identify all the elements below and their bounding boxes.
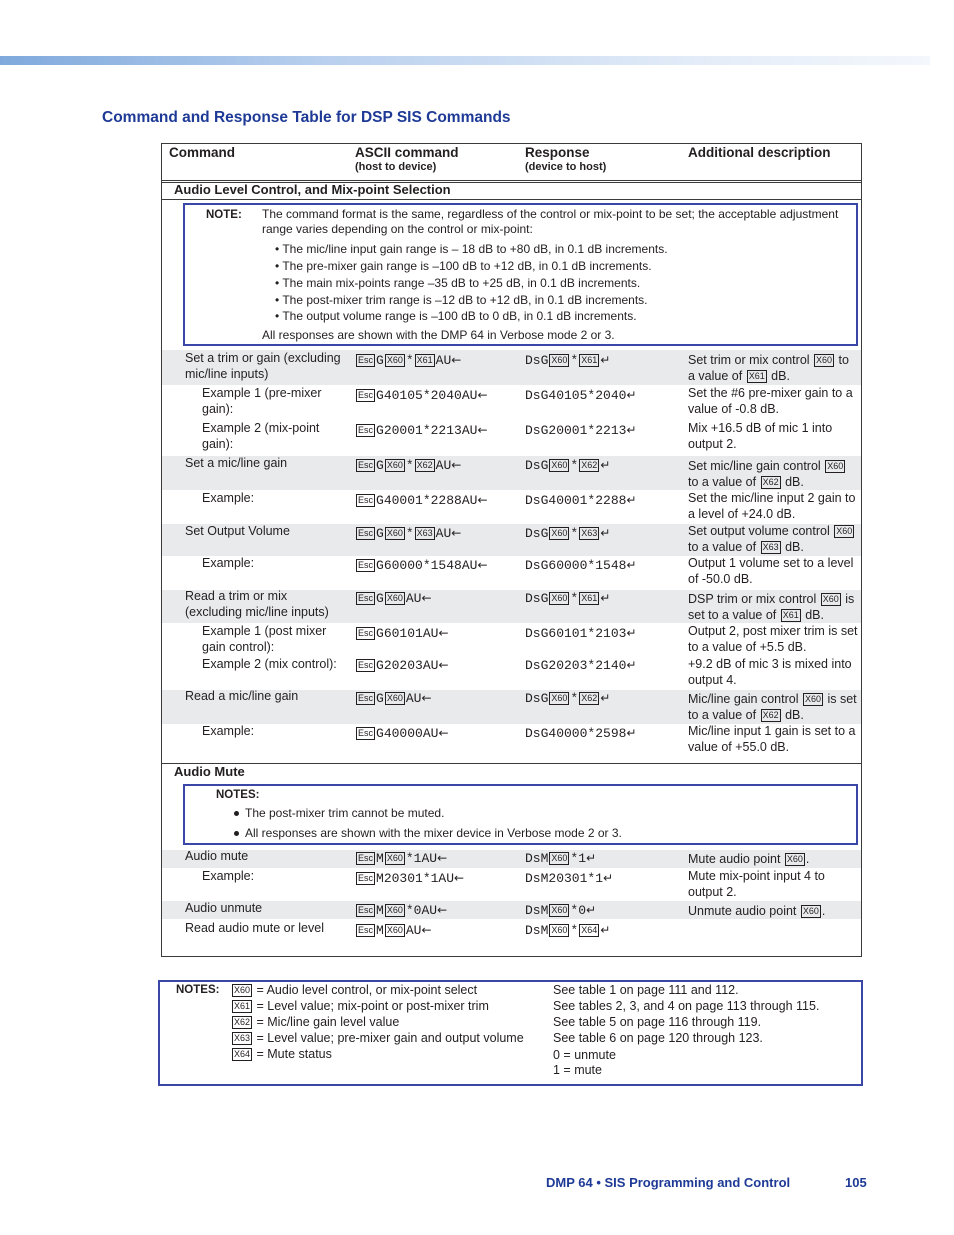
x60-variable: X60 xyxy=(386,528,403,538)
ascii-command xyxy=(355,492,488,509)
x61-variable: X61 xyxy=(782,610,799,620)
row-description: Output 1 volume set to a level of -50.0 dB. xyxy=(688,556,854,586)
x60-variable: X60 xyxy=(551,355,568,365)
esc-key-icon: Esc xyxy=(358,425,374,435)
response-text: DsG40001*2288 xyxy=(525,493,627,508)
note-item-text: = Level value; mix-point or post-mixer trim xyxy=(256,999,489,1013)
response xyxy=(525,422,636,439)
note-box xyxy=(183,203,858,346)
response xyxy=(525,725,636,742)
ascii-command: Esc G X60 * X61 AU← xyxy=(358,353,462,368)
ascii-command xyxy=(355,625,449,642)
row-description: Mic/line input 1 gain is set to a value of +55.0 dB. xyxy=(688,724,856,754)
return-icon: ↵ xyxy=(600,591,611,605)
return-icon: ↵ xyxy=(586,903,597,917)
range-bullet: • The main mix-points range –35 dB to +25 dB, in 0.1 dB increments. xyxy=(275,276,641,290)
return-icon: ↵ xyxy=(626,658,637,672)
esc-key-icon: Esc xyxy=(358,905,374,915)
return-icon: ↵ xyxy=(626,558,637,572)
row-command: Read audio mute or level xyxy=(185,921,324,935)
x60-variable: X60 xyxy=(804,694,821,704)
range-bullet-text: The output volume range is –100 dB to 0 dB, in 0.1 dB increments. xyxy=(282,309,637,323)
response xyxy=(525,492,636,509)
note-variable-key: X62 xyxy=(234,1017,251,1027)
x60-variable: X60 xyxy=(816,355,833,365)
row-command: Example 2 (mix control): xyxy=(202,657,337,671)
row-description: +9.2 dB of mic 3 is mixed into output 4. xyxy=(688,657,852,687)
ascii-command: Esc G X60 * X63 AU← xyxy=(358,526,462,541)
mute-note-text: All responses are shown with the mixer device in Verbose mode 2 or 3. xyxy=(245,826,622,840)
ascii-command: Esc M X60 AU← xyxy=(358,923,432,938)
row-command: Set a trim or gain (excluding mic/line inputs) xyxy=(185,351,341,381)
note-reference: See table 6 on page 120 through 123. xyxy=(553,1031,763,1045)
header-command: Command xyxy=(169,145,236,160)
x61-variable: X61 xyxy=(748,371,765,381)
bullet-icon xyxy=(234,811,239,816)
section-title: Command and Response Table for DSP SIS Commands xyxy=(102,109,511,126)
enter-arrow-icon: ← xyxy=(477,558,488,572)
esc-key-icon: Esc xyxy=(358,460,374,470)
x60-variable: X60 xyxy=(551,905,568,915)
range-bullet: • The mic/line input gain range is – 18 dB to +80 dB, in 0.1 dB increments. xyxy=(275,242,668,256)
mute-note-item xyxy=(234,806,444,820)
return-icon: ↵ xyxy=(626,726,637,740)
x60-variable: X60 xyxy=(386,355,403,365)
note-reference: 0 = unmute xyxy=(553,1048,616,1062)
esc-key-icon: Esc xyxy=(358,728,374,738)
range-bullet: • The pre-mixer gain range is –100 dB to +12 dB, in 0.1 dB increments. xyxy=(275,259,652,273)
row-command: Example: xyxy=(202,491,255,505)
note-variable-key: X61 xyxy=(234,1001,251,1011)
row-description: Mix +16.5 dB of mic 1 into output 2. xyxy=(688,421,833,451)
row-description: Mute audio point X60 . xyxy=(688,852,810,866)
enter-arrow-icon: ← xyxy=(438,726,449,740)
ascii-text: G40105*2040AU xyxy=(376,388,478,403)
note-text-line2: range varies depending on the control or mix-point: xyxy=(262,222,533,236)
esc-key-icon: Esc xyxy=(358,495,374,505)
header-ascii-sub: (host to device) xyxy=(355,161,437,173)
note-variable-key: X64 xyxy=(234,1049,251,1059)
x63-variable: X63 xyxy=(416,528,433,538)
header-ascii: ASCII command xyxy=(355,145,459,160)
note-item xyxy=(231,982,477,998)
row-description: Set the #6 pre-mixer gain to a value of -0.8 dB. xyxy=(688,386,853,416)
x62-variable: X62 xyxy=(581,460,598,470)
response-text: DsG20203*2140 xyxy=(525,658,627,673)
return-icon: ↵ xyxy=(626,423,637,437)
response: DsG X60 * X62 ↵ xyxy=(525,458,611,473)
x60-variable: X60 xyxy=(551,693,568,703)
esc-key-icon: Esc xyxy=(358,660,374,670)
esc-key-icon: Esc xyxy=(358,528,374,538)
response xyxy=(525,557,636,574)
row-command: Example: xyxy=(202,869,255,883)
response xyxy=(525,387,636,404)
top-color-bar xyxy=(0,56,930,65)
enter-arrow-icon: ← xyxy=(477,423,488,437)
response-text: DsG60101*2103 xyxy=(525,626,627,641)
ascii-text: M20301*1AU xyxy=(376,871,455,886)
note-item-text: = Mic/line gain level value xyxy=(256,1015,400,1029)
x63-variable: X63 xyxy=(581,528,598,538)
enter-arrow-icon: ← xyxy=(421,691,432,705)
enter-arrow-icon: ← xyxy=(451,458,462,472)
note-reference: See table 5 on page 116 through 119. xyxy=(553,1015,762,1029)
mute-note-text: The post-mixer trim cannot be muted. xyxy=(245,806,445,820)
x60-variable: X60 xyxy=(786,854,803,864)
section-divider xyxy=(162,199,861,200)
x61-variable: X61 xyxy=(581,593,598,603)
ascii-command xyxy=(355,725,449,742)
range-bullet: • The output volume range is –100 dB to 0 dB, in 0.1 dB increments. xyxy=(275,309,637,323)
x60-variable: X60 xyxy=(551,593,568,603)
row-description: Set mic/line gain control X60 to a value of X62 dB. xyxy=(688,459,844,489)
note-footer: All responses are shown with the DMP 64 in Verbose mode 2 or 3. xyxy=(262,328,615,342)
response xyxy=(525,657,636,674)
ascii-command xyxy=(355,422,488,439)
response xyxy=(525,870,613,887)
enter-arrow-icon: ← xyxy=(477,388,488,402)
x60-variable: X60 xyxy=(386,853,403,863)
enter-arrow-icon: ← xyxy=(437,903,448,917)
enter-arrow-icon: ← xyxy=(454,871,465,885)
response-text: DsG40000*2598 xyxy=(525,726,627,741)
note-item xyxy=(231,1030,524,1046)
x62-variable: X62 xyxy=(581,693,598,703)
response: DsM X60 *0↵ xyxy=(525,903,597,918)
header-response-sub: (device to host) xyxy=(525,161,607,173)
header-description: Additional description xyxy=(688,145,831,160)
row-command: Audio mute xyxy=(185,849,249,863)
response-text: DsG60000*1548 xyxy=(525,558,627,573)
x62-variable: X62 xyxy=(762,477,779,487)
row-description: Mic/line gain control X60 is set to a value of X62 dB. xyxy=(688,692,857,722)
note-variable-key: X60 xyxy=(234,985,251,995)
x60-variable: X60 xyxy=(551,925,568,935)
x61-variable: X61 xyxy=(581,355,598,365)
x61-variable: X61 xyxy=(416,355,433,365)
ascii-command: Esc G X60 AU← xyxy=(358,591,432,606)
row-command: Set Output Volume xyxy=(185,524,290,538)
ascii-command xyxy=(355,557,488,574)
enter-arrow-icon: ← xyxy=(451,353,462,367)
response-text: DsM20301*1 xyxy=(525,871,604,886)
return-icon: ↵ xyxy=(600,691,611,705)
range-bullet-text: The main mix-points range –35 dB to +25 dB, in 0.1 dB increments. xyxy=(282,276,641,290)
note-reference: See table 1 on page 111 and 112. xyxy=(553,983,739,997)
esc-key-icon: Esc xyxy=(358,390,374,400)
row-description: Mute mix-point input 4 to output 2. xyxy=(688,869,825,899)
return-icon: ↵ xyxy=(626,493,637,507)
row-command: Read a mic/line gain xyxy=(185,689,299,703)
ascii-command: Esc G X60 AU← xyxy=(358,691,432,706)
enter-arrow-icon: ← xyxy=(438,626,449,640)
ascii-text: G20001*2213AU xyxy=(376,423,478,438)
return-icon: ↵ xyxy=(603,871,614,885)
ascii-command xyxy=(355,657,449,674)
enter-arrow-icon: ← xyxy=(421,591,432,605)
x62-variable: X62 xyxy=(762,710,779,720)
note-item-text: = Audio level control, or mix-point select xyxy=(256,983,478,997)
row-command: Read a trim or mix (excluding mic/line inputs) xyxy=(185,589,329,619)
response: DsM X60 *1↵ xyxy=(525,851,597,866)
row-command: Example 1 (pre-mixer gain): xyxy=(202,386,322,416)
x60-variable: X60 xyxy=(386,905,403,915)
return-icon: ↵ xyxy=(600,526,611,540)
ascii-command: Esc G X60 * X62 AU← xyxy=(358,458,462,473)
note-item xyxy=(231,998,489,1014)
ascii-command xyxy=(355,870,464,887)
mute-note-item xyxy=(234,826,622,840)
note-label: NOTE: xyxy=(206,209,242,221)
return-icon: ↵ xyxy=(600,458,611,472)
range-bullet-text: The mic/line input gain range is – 18 dB to +80 dB, in 0.1 dB increments. xyxy=(282,242,668,256)
note-variable-key: X63 xyxy=(234,1033,251,1043)
esc-key-icon: Esc xyxy=(358,925,374,935)
mute-notes-label: NOTES: xyxy=(216,789,260,801)
ascii-command xyxy=(355,387,488,404)
response xyxy=(525,625,636,642)
x62-variable: X62 xyxy=(416,460,433,470)
mute-notes-box xyxy=(183,784,858,845)
row-command: Set a mic/line gain xyxy=(185,456,288,470)
range-bullet-text: The pre-mixer gain range is –100 dB to +12 dB, in 0.1 dB increments. xyxy=(282,259,652,273)
esc-key-icon: Esc xyxy=(358,593,374,603)
section-audio-level-title: Audio Level Control, and Mix-point Selection xyxy=(174,182,451,197)
enter-arrow-icon: ← xyxy=(421,923,432,937)
footer-title: DMP 64 • SIS Programming and Control xyxy=(546,1175,791,1190)
esc-key-icon: Esc xyxy=(358,355,374,365)
enter-arrow-icon: ← xyxy=(437,851,448,865)
range-bullet: • The post-mixer trim range is –12 dB to +12 dB, in 0.1 dB increments. xyxy=(275,293,648,307)
x60-variable: X60 xyxy=(386,460,403,470)
x60-variable: X60 xyxy=(802,906,819,916)
x60-variable: X60 xyxy=(386,925,403,935)
x60-variable: X60 xyxy=(551,460,568,470)
return-icon: ↵ xyxy=(626,626,637,640)
response-text: DsG40105*2040 xyxy=(525,388,627,403)
response: DsG X60 * X62 ↵ xyxy=(525,691,611,706)
section-audio-mute-title: Audio Mute xyxy=(174,764,245,779)
x64-variable: X64 xyxy=(581,925,598,935)
section-divider xyxy=(162,763,861,764)
note-reference: See tables 2, 3, and 4 on page 113 through 115. xyxy=(553,999,820,1013)
return-icon: ↵ xyxy=(626,388,637,402)
row-command: Example: xyxy=(202,556,255,570)
x60-variable: X60 xyxy=(836,526,853,536)
response: DsM X60 * X64 ↵ xyxy=(525,923,611,938)
esc-key-icon: Esc xyxy=(358,560,374,570)
row-description: Unmute audio point X60 . xyxy=(688,904,826,918)
notes-box xyxy=(158,980,863,1086)
x60-variable: X60 xyxy=(551,853,568,863)
ascii-text: G60101AU xyxy=(376,626,439,641)
row-command: Audio unmute xyxy=(185,901,263,915)
x60-variable: X60 xyxy=(827,461,844,471)
ascii-command: Esc M X60 *1AU← xyxy=(358,851,448,866)
note-reference: 1 = mute xyxy=(553,1063,602,1077)
return-icon: ↵ xyxy=(600,353,611,367)
response: DsG X60 * X61 ↵ xyxy=(525,591,611,606)
x63-variable: X63 xyxy=(762,542,779,552)
enter-arrow-icon: ← xyxy=(451,526,462,540)
enter-arrow-icon: ← xyxy=(438,658,449,672)
response: DsG X60 * X63 ↵ xyxy=(525,526,611,541)
row-description: Set output volume control X60 to a value of X63 dB. xyxy=(688,524,853,554)
note-item xyxy=(231,1046,332,1062)
note-item-text: = Mute status xyxy=(256,1047,332,1061)
row-command: Example 2 (mix-point gain): xyxy=(202,421,320,451)
x60-variable: X60 xyxy=(551,528,568,538)
note-item xyxy=(231,1014,399,1030)
ascii-command: Esc M X60 *0AU← xyxy=(358,903,448,918)
notes-label: NOTES: xyxy=(176,984,220,996)
esc-key-icon: Esc xyxy=(358,628,374,638)
row-description: Set trim or mix control X60 to a value of X61 dB. xyxy=(688,353,849,383)
header-response: Response xyxy=(525,145,590,160)
row-description: Set the mic/line input 2 gain to a level of +24.0 dB. xyxy=(688,491,856,521)
enter-arrow-icon: ← xyxy=(477,493,488,507)
esc-key-icon: Esc xyxy=(358,693,374,703)
bullet-icon xyxy=(234,831,239,836)
row-command: Example 1 (post mixer gain control): xyxy=(202,624,327,654)
table-header xyxy=(162,144,861,181)
row-command: Example: xyxy=(202,724,255,738)
x60-variable: X60 xyxy=(822,594,839,604)
response-text: DsG20001*2213 xyxy=(525,423,627,438)
range-bullet-text: The post-mixer trim range is –12 dB to +12 dB, in 0.1 dB increments. xyxy=(282,293,648,307)
page-number: 105 xyxy=(845,1175,867,1190)
command-table xyxy=(161,143,862,957)
note-item-text: = Level value; pre-mixer gain and output volume xyxy=(256,1031,524,1045)
ascii-text: G20203AU xyxy=(376,658,439,673)
row-description: Output 2, post mixer trim is set to a value of +5.5 dB. xyxy=(688,624,858,654)
return-icon: ↵ xyxy=(600,923,611,937)
x60-variable: X60 xyxy=(386,693,403,703)
ascii-text: G40000AU xyxy=(376,726,439,741)
esc-key-icon: Esc xyxy=(358,853,374,863)
x60-variable: X60 xyxy=(386,593,403,603)
return-icon: ↵ xyxy=(586,851,597,865)
ascii-text: G60000*1548AU xyxy=(376,558,478,573)
esc-key-icon: Esc xyxy=(358,873,374,883)
note-text-line1: The command format is the same, regardless of the control or mix-point to be set; the acceptable adjustment xyxy=(262,207,839,221)
response: DsG X60 * X61 ↵ xyxy=(525,353,611,368)
ascii-text: G40001*2288AU xyxy=(376,493,478,508)
row-description: DSP trim or mix control X60 is set to a value of X61 dB. xyxy=(688,592,855,622)
